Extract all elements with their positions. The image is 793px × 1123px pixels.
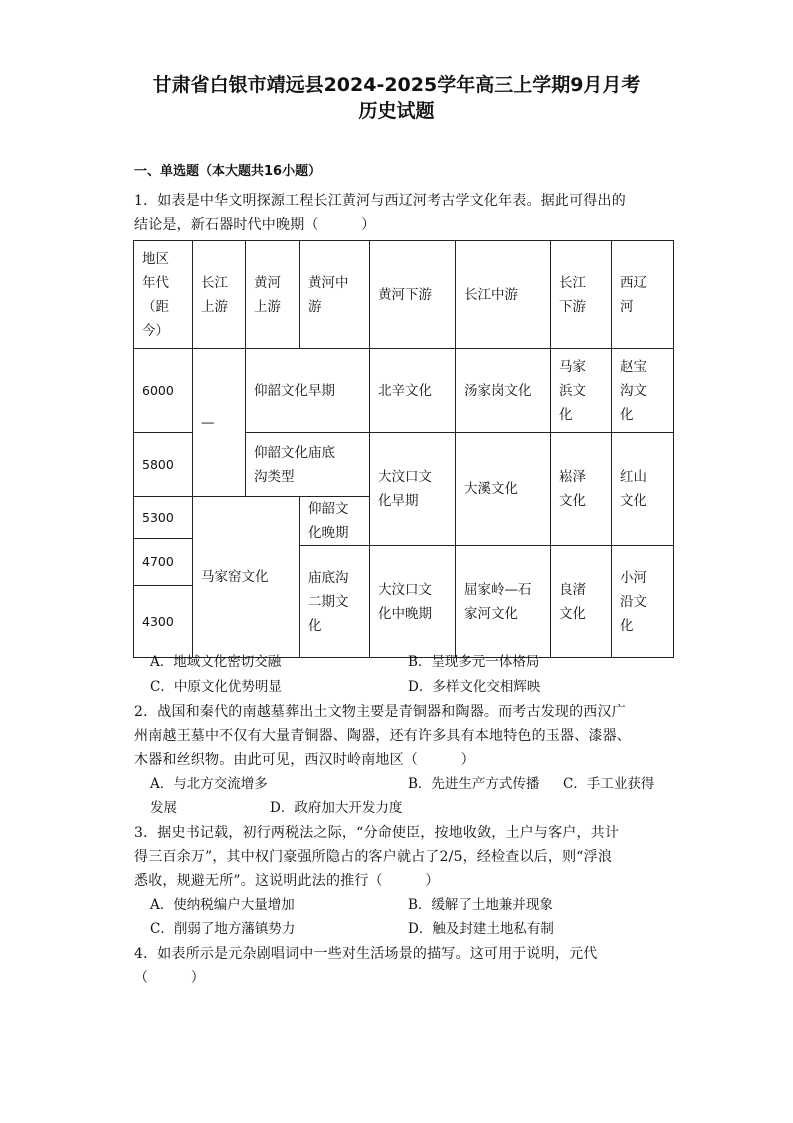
- cell-majiabang: 马家 浜文 化: [551, 349, 612, 433]
- header-huanghe-middle: 黄河中 游: [300, 241, 370, 349]
- cell-tangjiagang: 汤家岗文化: [456, 349, 551, 433]
- q2-stem: [134, 700, 674, 772]
- cell-dawenkou-early: 大汶口文 化早期: [370, 433, 456, 546]
- q2-line3: 木器和丝织物。由此可见，西汉时岭南地区（ ）: [134, 752, 475, 768]
- cell-yangshao-miaodigou: 仰韶文化庙底 沟类型: [246, 433, 370, 497]
- q1-stem: [134, 189, 674, 237]
- cell-yangshao-late: 仰韶文 化晚期: [300, 497, 370, 546]
- q3-option-b[interactable]: B．缓解了土地兼并现象: [408, 897, 553, 913]
- q3-line2: 得三百余万”，其中权门豪强所隐占的客户就占了2/5，经检查以后，则“浮浪: [134, 849, 613, 865]
- q3-line3: 悉收，规避无所”。这说明此法的推行（ ）: [134, 873, 440, 889]
- cell-zhaobaogou: 赵宝 沟文 化: [612, 349, 674, 433]
- q3-stem: [134, 821, 674, 893]
- exam-title-line2: 历史试题: [358, 100, 435, 122]
- q1-line1: 1．如表是中华文明探源工程长江黄河与西辽河考古学文化年表。据此可得出的: [134, 193, 626, 209]
- q2-option-c-continued: 发展: [150, 800, 177, 816]
- header-changjiang-middle: 长江中游: [456, 241, 551, 349]
- cell-yangshao-early: 仰韶文化早期: [246, 349, 370, 433]
- q3-option-c[interactable]: C．削弱了地方藩镇势力: [150, 921, 296, 937]
- q1-line2: 结论是，新石器时代中晚期（ ）: [134, 217, 376, 233]
- q3-line1: 3．据史书记载，初行两税法之际，“分命使臣，按地收敛，土户与客户，共计: [134, 825, 620, 841]
- section-heading: 一、单选题（本大题共16小题）: [134, 164, 322, 179]
- header-changjiang-upper: 长江 上游: [193, 241, 246, 349]
- changjiang-upper-dash: —: [193, 349, 246, 497]
- year-4300: 4300: [134, 586, 193, 658]
- year-5800: 5800: [134, 433, 193, 497]
- cell-dawenkou-mid-late: 大汶口文 化中晚期: [370, 546, 456, 658]
- header-region-year: 地区 年代 （距 今）: [134, 241, 193, 349]
- cell-hongshan: 红山 文化: [612, 433, 674, 546]
- q3-option-d[interactable]: D．触及封建土地私有制: [408, 921, 554, 937]
- header-huanghe-lower: 黄河下游: [370, 241, 456, 349]
- cell-beixin: 北辛文化: [370, 349, 456, 433]
- header-huanghe-upper: 黄河 上游: [246, 241, 300, 349]
- q2-line1: 2．战国和秦代的南越墓葬出土文物主要是青铜器和陶器。而考古发现的西汉广: [134, 704, 626, 720]
- q1-option-c[interactable]: C．中原文化优势明显: [150, 679, 282, 695]
- q2-option-c[interactable]: C．手工业获得: [563, 776, 655, 792]
- year-6000: 6000: [134, 349, 193, 433]
- q4-line1: 4．如表所示是元杂剧唱词中一些对生活场景的描写。这可用于说明，元代: [134, 946, 598, 962]
- q2-option-a[interactable]: A．与北方交流增多: [150, 776, 268, 792]
- exam-title-line1: 甘肃省白银市靖远县2024-2025学年高三上学期9月月考: [152, 74, 641, 96]
- q1-option-a[interactable]: A．地域文化密切交融: [150, 654, 282, 670]
- q3-option-a[interactable]: A．使纳税编户大量增加: [150, 897, 295, 913]
- cell-xiaoheyan: 小河 沿文 化: [612, 546, 674, 658]
- q2-line2: 州南越王墓中不仅有大量青铜器、陶器，还有许多具有本地特色的玉器、漆器、: [134, 728, 631, 744]
- cell-songze: 崧泽 文化: [551, 433, 612, 546]
- header-changjiang-lower: 长江 下游: [551, 241, 612, 349]
- q1-option-b[interactable]: B．呈现多元一体格局: [408, 654, 540, 670]
- cell-daxi: 大溪文化: [456, 433, 551, 546]
- cell-qujialing-shijiahe: 屈家岭—石 家河文化: [456, 546, 551, 658]
- q4-line2: （ ）: [134, 970, 205, 986]
- cell-liangzhu: 良渚 文化: [551, 546, 612, 658]
- q2-option-b[interactable]: B．先进生产方式传播: [408, 776, 540, 792]
- q1-option-d[interactable]: D．多样文化交相辉映: [408, 679, 541, 695]
- header-xiliaohe: 西辽 河: [612, 241, 674, 349]
- q4-stem: [134, 942, 674, 990]
- cell-majiayao: 马家窑文化: [193, 497, 300, 658]
- year-5300: 5300: [134, 497, 193, 539]
- year-4700: 4700: [134, 539, 193, 586]
- cell-miaodigou-phase2: 庙底沟 二期文 化: [300, 546, 370, 658]
- q2-option-d[interactable]: D．政府加大开发力度: [270, 800, 403, 816]
- culture-chronology-table: [133, 240, 674, 658]
